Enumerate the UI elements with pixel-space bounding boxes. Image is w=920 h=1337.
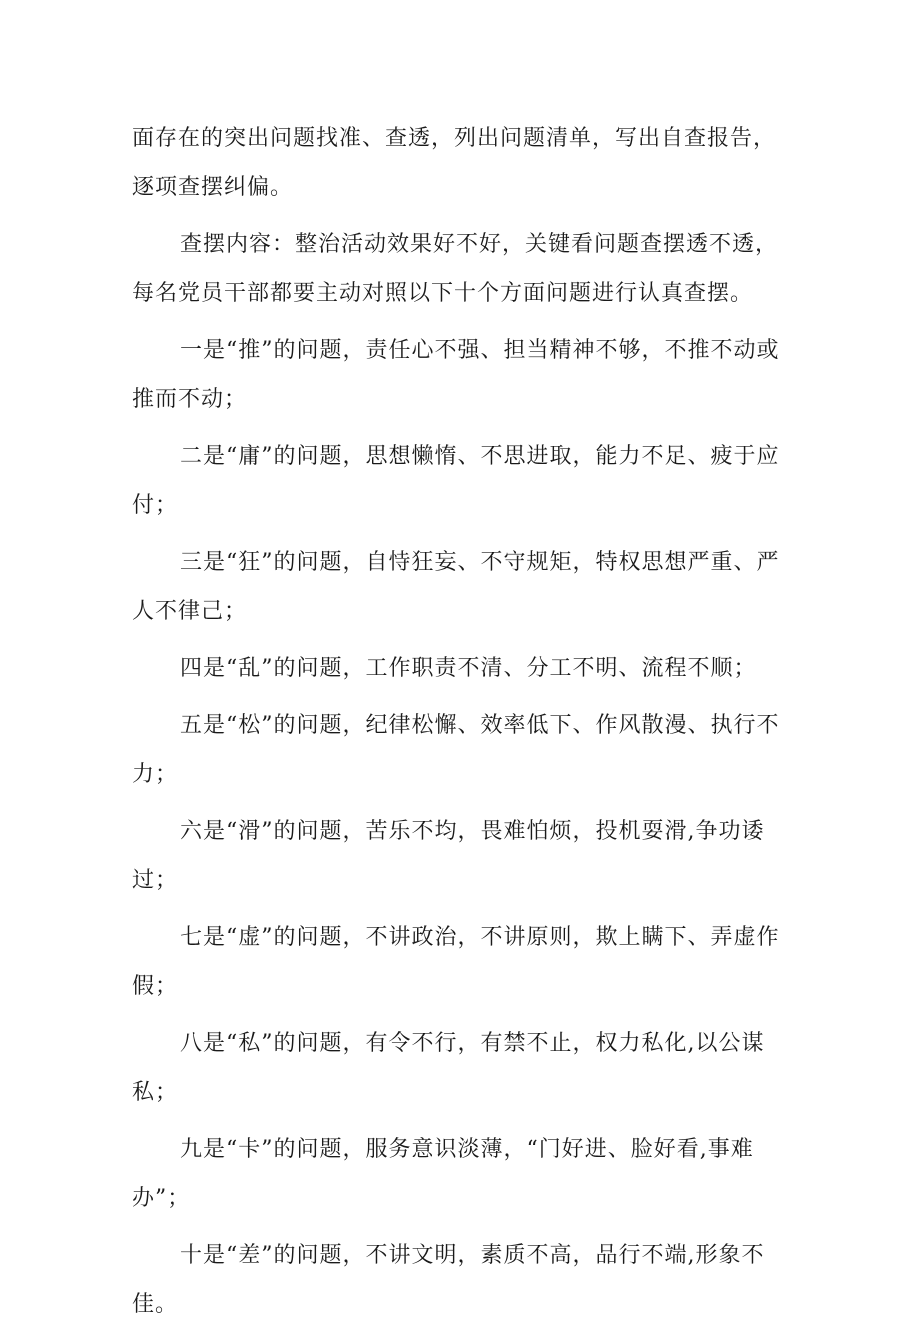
paragraph-item-6: 六是“滑”的问题，苦乐不均，畏难怕烦，投机耍滑,争功诿过； [132, 819, 765, 893]
paragraph-inspection-content: 查摆内容：整治活动效果好不好，关键看问题查摆透不透，每名党员干部都要主动对照以下十个方面问题进行认真查摆。 [132, 232, 779, 306]
paragraph-item-8: 八是“私”的问题，有令不行，有禁不止，权力私化,以公谋私； [132, 1031, 765, 1105]
paragraph-item-10: 十是“差”的问题，不讲文明，素质不高，品行不端,形象不佳。 [132, 1243, 765, 1317]
paragraph-item-7: 七是“虚”的问题，不讲政治，不讲原则，欺上瞒下、弄虚作假； [132, 925, 780, 999]
paragraph-item-5: 五是“松”的问题，纪律松懈、效率低下、作风散漫、执行不力； [132, 713, 780, 787]
paragraph-continuation: 面存在的突出问题找准、查透，列出问题清单，写出自查报告，逐项查摆纠偏。 [132, 126, 777, 200]
paragraph-item-3: 三是“狂”的问题，自恃狂妄、不守规矩，特权思想严重、严人不律己； [132, 550, 780, 624]
paragraph-item-9: 九是“卡”的问题，服务意识淡薄，“门好进、脸好看,事难办”； [132, 1137, 754, 1211]
paragraph-item-1: 一是“推”的问题，责任心不强、担当精神不够，不推不动或推而不动； [132, 338, 780, 412]
paragraph-item-2: 二是“庸”的问题，思想懒惰、不思进取，能力不足、疲于应付； [132, 444, 780, 518]
paragraph-item-4: 四是“乱”的问题，工作职责不清、分工不明、流程不顺； [180, 656, 757, 681]
document-body [132, 114, 798, 1337]
